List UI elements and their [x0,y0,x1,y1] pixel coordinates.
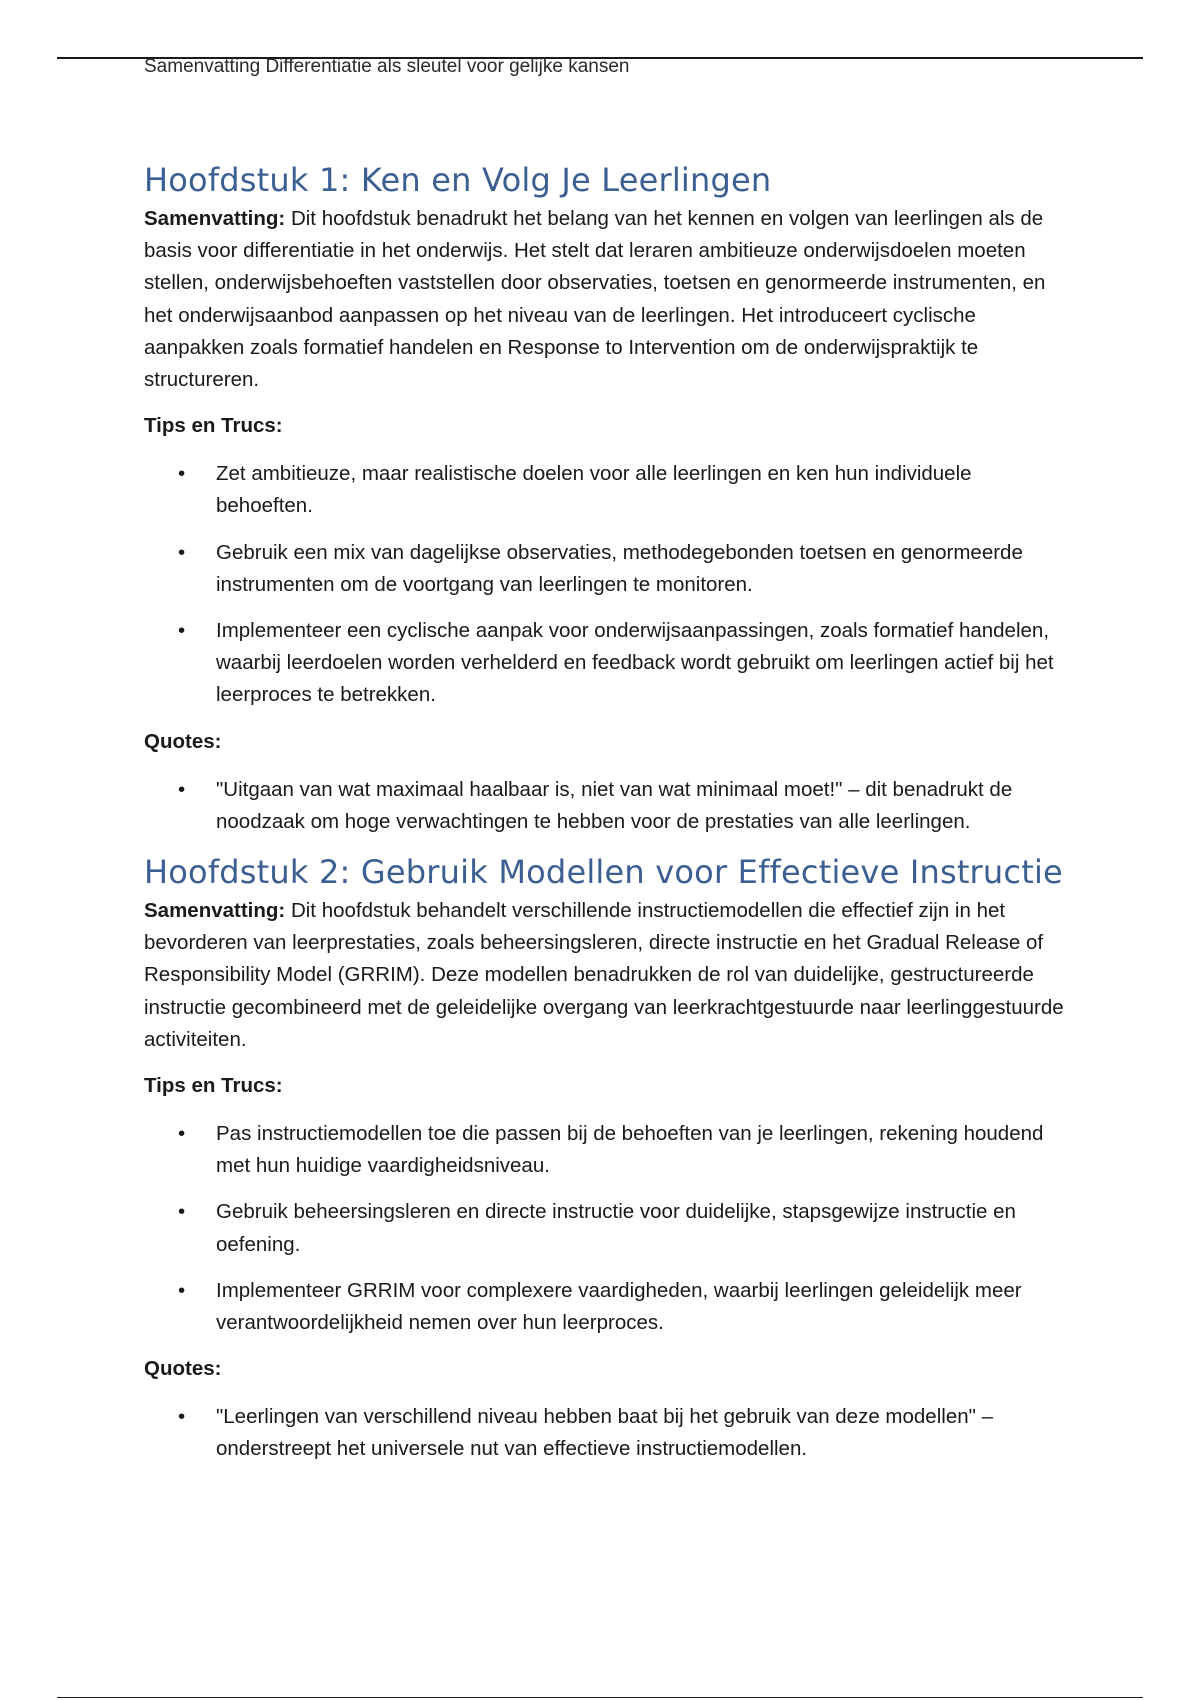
summary-label: Samenvatting: [144,207,286,230]
list-item [144,774,1074,838]
chapter-2 [144,852,1074,1466]
list-item [144,1118,1074,1182]
bullet-icon: • [178,462,186,486]
quote-text: "Leerlingen van verschillend niveau hebben baat bij het gebruik van deze modellen" – onderstreept het universele nut van effectieve instructiemodellen. [216,1405,993,1461]
tip-text: Pas instructiemodellen toe die passen bij de behoeften van je leerlingen, rekening houdend met hun huidige vaardigheidsniveau. [216,1122,1044,1178]
chapter-1-title: Hoofdstuk 1: Ken en Volg Je Leerlingen [144,161,772,199]
running-header: Samenvatting Differentiatie als sleutel voor gelijke kansen [144,56,630,77]
chapter-2-title: Hoofdstuk 2: Gebruik Modellen voor Effectieve Instructie [144,853,1063,892]
document-body [144,160,1074,1480]
quotes-label: Quotes: [144,729,222,753]
bullet-icon: • [178,1405,186,1429]
summary-label: Samenvatting: [144,899,286,923]
bullet-icon: • [178,777,186,801]
bullet-icon: • [178,540,186,564]
list-item [144,1275,1074,1339]
list-item [144,615,1074,712]
tips-label: Tips en Trucs: [144,1074,283,1098]
bullet-icon: • [178,1122,186,1146]
bullet-icon: • [178,619,186,643]
chapter-2-summary [144,895,1074,1056]
chapter-1 [144,160,1074,838]
tip-text: Zet ambitieuze, maar realistische doelen voor alle leerlingen en ken hun individuele behoeften. [216,462,972,518]
quotes-list [144,774,1074,838]
quote-text: "Uitgaan van wat maximaal haalbaar is, niet van wat minimaal moet!" – dit benadrukt de noodzaak om hoge verwachtingen te hebben voor de prestaties van alle leerlingen. [216,777,1013,833]
summary-text: Dit hoofdstuk behandelt verschillende instructiemodellen die effectief zijn in het bevorderen van leerprestaties, zoals beheersingsleren, directe instructie en het Gradual Release of Responsibility Model (GRRIM). Deze modellen benadrukken de rol van duidelijke, gestructureerde instructie gecombineerd met de geleidelijke overgang van leerkrachtgestuurde naar leerlinggestuurde activiteiten. [144,899,1064,1051]
tips-list [144,1118,1074,1339]
footer-rule [57,1697,1143,1698]
list-item [144,537,1074,601]
tip-text: Gebruik beheersingsleren en directe instructie voor duidelijke, stapsgewijze instructie en oefening. [216,1200,1016,1256]
list-item [144,1401,1074,1465]
quotes-list [144,1401,1074,1465]
quotes-label: Quotes: [144,1357,222,1381]
tip-text: Gebruik een mix van dagelijkse observaties, methodegebonden toetsen en genormeerde instrumenten om de voortgang van leerlingen te monitoren. [216,540,1023,596]
bullet-icon: • [178,1278,186,1302]
tips-label: Tips en Trucs: [144,414,283,438]
tip-text: Implementeer een cyclische aanpak voor onderwijsaanpassingen, zoals formatief handelen, waarbij leerdoelen worden verhelderd en feedback wordt gebruikt om leerlingen actief bij het leerproces te betrekken. [216,619,1054,707]
bullet-icon: • [178,1200,186,1224]
summary-text: Dit hoofdstuk benadrukt het belang van het kennen en volgen van leerlingen als de basis voor differentiatie in het onderwijs. Het stelt dat leraren ambitieuze onderwijsdoelen moeten stellen, onderwijsbehoeften vaststellen door observaties, toetsen en genormeerde instrumenten, en het onderwijsaanbod aanpassen op het niveau van de leerlingen. Het introduceert cyclische aanpakken zoals formatief handelen en Response to Intervention om de onderwijspraktijk te structureren. [144,207,1046,392]
tips-list [144,458,1074,711]
list-item [144,458,1074,522]
chapter-1-summary [144,203,1074,396]
tip-text: Implementeer GRRIM voor complexere vaardigheden, waarbij leerlingen geleidelijk meer verantwoordelijkheid nemen over hun leerproces. [216,1278,1022,1335]
list-item [144,1196,1074,1260]
